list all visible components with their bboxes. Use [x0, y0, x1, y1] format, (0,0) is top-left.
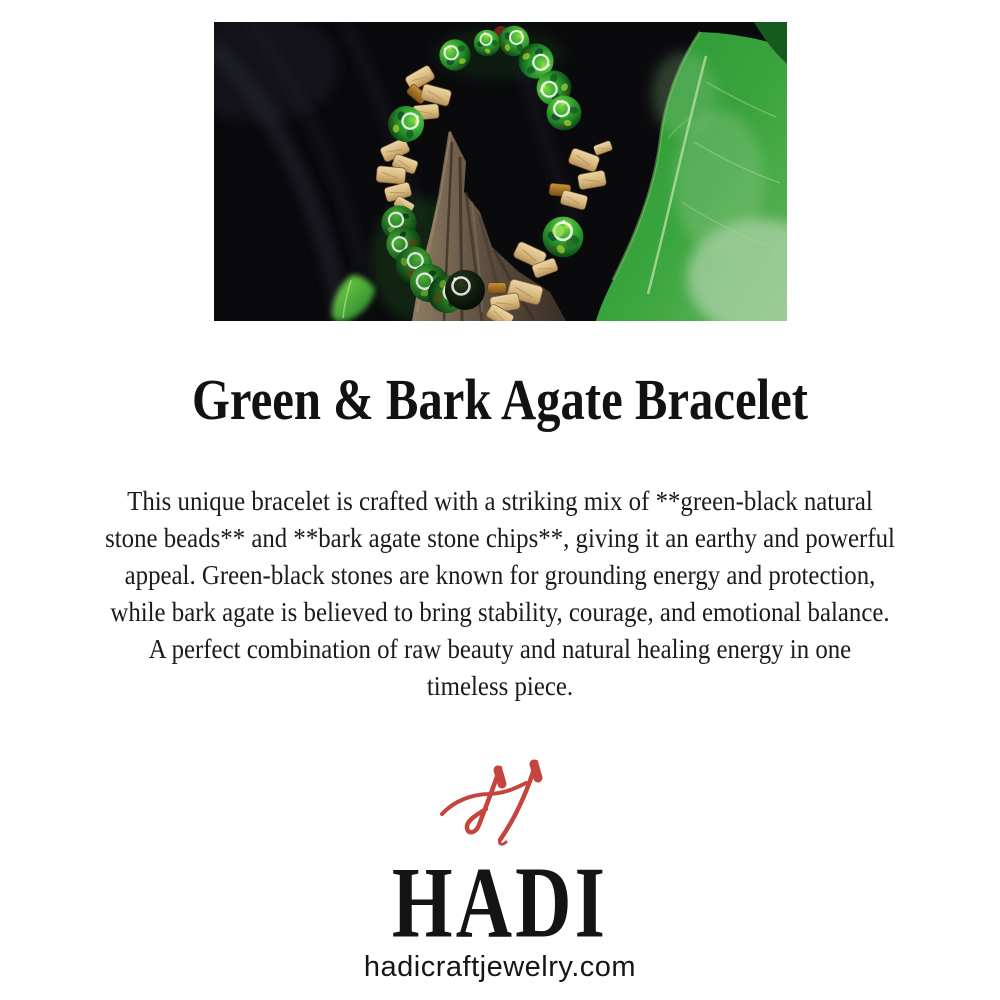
brand-monogram-icon — [436, 738, 566, 856]
black-bead — [445, 270, 485, 310]
description-line: A perfect combination of raw beauty and natural healing energy in one — [148, 634, 852, 664]
description-line: appeal. Green-black stones are known for grounding energy and protection, — [124, 560, 876, 590]
description-line: timeless piece. — [426, 671, 574, 701]
description-line: stone beads** and **bark agate stone chips**, giving it an earthy and powerful — [105, 523, 895, 553]
page-title: Green & Bark Agate Bracelet — [191, 367, 809, 432]
brand-wordmark: HADI — [391, 845, 609, 960]
product-photo — [214, 22, 787, 321]
description-line: This unique bracelet is crafted with a striking mix of **green-black natural — [127, 486, 873, 516]
description-line: while bark agate is believed to bring stability, courage, and emotional balance. — [110, 597, 890, 627]
brand-website: hadicraftjewelry.com — [363, 951, 637, 983]
product-photo-scene — [214, 22, 787, 321]
product-description — [40, 483, 960, 705]
